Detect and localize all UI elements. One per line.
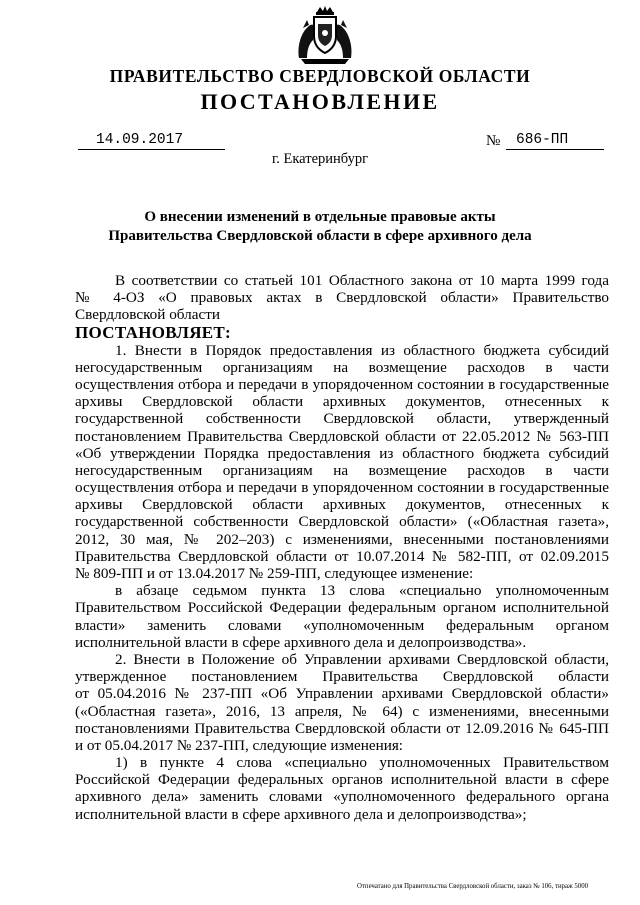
body-line: 2012, 30 мая, № 202–203) с изменениями, внесенными постановлениями bbox=[75, 530, 609, 548]
body-line: утвержденное постановлением Правительства Свердловской области bbox=[75, 668, 609, 686]
body-line: Свердловской области bbox=[75, 306, 220, 324]
print-note: Отпечатано для Правительства Свердловской области, заказ № 106, тираж 5000 bbox=[357, 883, 588, 890]
title-line-2: Правительства Свердловской области в сфере архивного дела bbox=[108, 228, 532, 244]
body-line: архивного дела» заменить словами «уполномоченного федерального органа bbox=[75, 788, 609, 806]
body-line: негосударственным организациям на возмещение расходов в части bbox=[75, 461, 609, 479]
body-line: № 809-ПП и от 13.04.2017 № 259-ПП, следующее изменение: bbox=[75, 565, 474, 582]
document-body bbox=[75, 272, 609, 823]
body-line: власти» заменить словами «уполномоченным федеральным органом bbox=[75, 616, 609, 634]
city: г. Екатеринбург bbox=[271, 151, 369, 167]
body-line: В соответствии со статьей 101 Областного закона от 10 марта 1999 года bbox=[115, 272, 609, 289]
body-line: исполнительной власти в сфере архивного дела и делопроизводства»; bbox=[75, 805, 527, 823]
document-number: 686-ПП bbox=[506, 132, 604, 150]
body-line: исполнительной власти в сфере архивного дела и делопроизводства». bbox=[75, 633, 527, 651]
body-line: государственной собственности Свердловской области» («Областная газета», bbox=[75, 513, 609, 531]
document-type: ПОСТАНОВЛЕНИЕ bbox=[200, 89, 440, 114]
body-line: осуществления отбора и передачи в упорядоченном состоянии в государственные bbox=[75, 375, 609, 393]
body-line: архивы Свердловской области архивных документов, отнесенных к bbox=[75, 496, 609, 514]
document-date: 14.09.2017 bbox=[78, 132, 225, 150]
document-title bbox=[0, 208, 640, 246]
title-line-1: О внесении изменений в отдельные правовые акты bbox=[144, 209, 496, 225]
body-line: и от 05.04.2017 № 237-ПП, следующие изменения: bbox=[75, 736, 404, 754]
body-line: в абзаце седьмом пункта 13 слова «специально уполномоченным bbox=[115, 582, 609, 600]
body-line: 1. Внести в Порядок предоставления из областного бюджета субсидий bbox=[115, 341, 609, 359]
body-line: Правительством Российской Федерации федеральным органом исполнительной bbox=[75, 599, 609, 617]
body-line: «Об утверждении Порядка предоставления из областного бюджета субсидий bbox=[75, 444, 609, 462]
body-line: («Областная газета», 2016, 13 апреля, № 64) с изменениями, внесенными bbox=[75, 702, 609, 720]
government-name: ПРАВИТЕЛЬСТВО СВЕРДЛОВСКОЙ ОБЛАСТИ bbox=[109, 66, 531, 86]
body-line: негосударственным организациям на возмещение расходов в части bbox=[75, 358, 609, 376]
number-sign: № bbox=[486, 133, 501, 149]
resolves-heading: ПОСТАНОВЛЯЕТ: bbox=[75, 323, 232, 342]
body-line: 2. Внести в Положение об Управлении архивами Свердловской области, bbox=[115, 650, 609, 668]
body-line: осуществления отбора и передачи в упорядоченном состоянии в государственные bbox=[75, 479, 609, 497]
body-line: постановлениями Правительства Свердловской области от 12.09.2016 № 645-ПП bbox=[75, 719, 609, 737]
body-line: 1) в пункте 4 слова «специально уполномоченных Правительством bbox=[115, 754, 609, 772]
body-line: Российской Федерации федеральных органов исполнительной власти в сфере bbox=[75, 771, 609, 789]
body-line: от 05.04.2016 № 237-ПП «Об Управлении архивами Свердловской области» bbox=[75, 685, 609, 703]
body-line: постановлением Правительства Свердловской области от 22.05.2012 № 563-ПП bbox=[75, 427, 609, 445]
body-line: архивы Свердловской области архивных документов, отнесенных к bbox=[75, 393, 609, 411]
coat-of-arms-icon bbox=[295, 6, 355, 66]
body-line: государственной собственности Свердловской области, утвержденный bbox=[75, 410, 609, 428]
body-line: Правительства Свердловской области от 10.07.2014 № 582-ПП, от 02.09.2015 bbox=[75, 547, 609, 565]
body-line: № 4-ОЗ «О правовых актах в Свердловской области» Правительство bbox=[75, 289, 609, 307]
